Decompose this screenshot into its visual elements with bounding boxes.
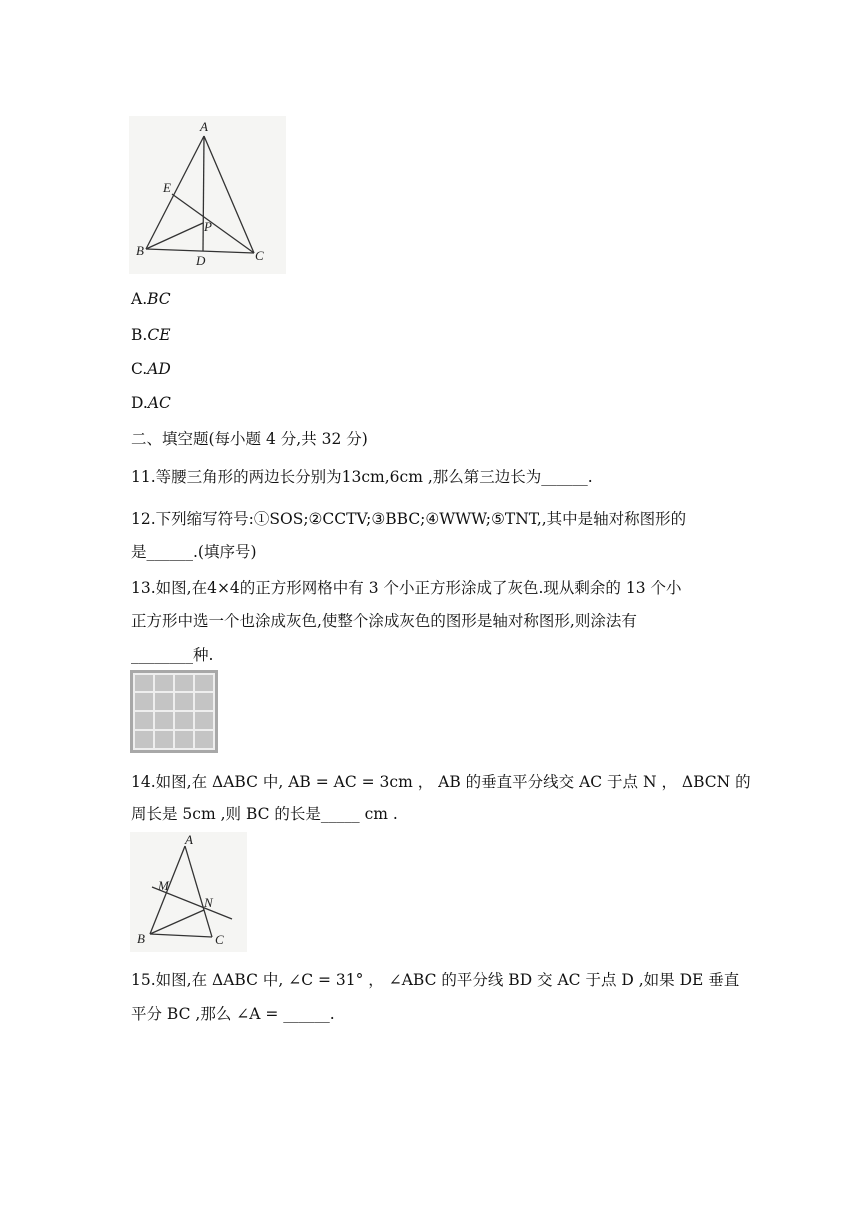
label-B: B bbox=[137, 931, 145, 946]
section-title: 二、填空题(每小题 4 分,共 32 分) bbox=[131, 430, 368, 448]
label-A: A bbox=[185, 832, 193, 847]
triangle-figure-2 bbox=[130, 832, 247, 952]
question-12-line-2: 是______.(填序号) bbox=[131, 543, 257, 561]
option-value: AC bbox=[147, 394, 171, 412]
triangle-diagram-1 bbox=[129, 116, 286, 274]
label-N: N bbox=[204, 895, 213, 910]
grid-figure bbox=[130, 670, 218, 753]
label-A: A bbox=[200, 119, 208, 134]
question-14-line-2: 周长是 5cm ,则 BC 的长是_____ cm . bbox=[131, 805, 398, 823]
option-letter: C. bbox=[131, 360, 148, 378]
question-15-line-2: 平分 BC ,那么 ∠A = ______. bbox=[131, 1005, 335, 1023]
question-13-line-3: ________种. bbox=[131, 646, 214, 664]
option-letter: A. bbox=[131, 290, 148, 308]
option-value: AD bbox=[147, 360, 171, 378]
question-12-line-1: 12.下列缩写符号:①SOS;②CCTV;③BBC;④WWW;⑤TNT,,其中是轴对称图形的 bbox=[131, 510, 687, 528]
label-M: M bbox=[158, 878, 169, 893]
option-letter: B. bbox=[131, 326, 148, 344]
option-d bbox=[131, 394, 171, 412]
triangle-figure-1 bbox=[129, 116, 286, 274]
question-14-line-1: 14.如图,在 ΔABC 中, AB = AC = 3cm ， AB 的垂直平分线交 AC 于点 N ， ΔBCN 的 bbox=[131, 773, 751, 791]
grid-diagram bbox=[130, 670, 218, 753]
option-value: CE bbox=[147, 326, 171, 344]
option-letter: D. bbox=[131, 394, 148, 412]
option-c bbox=[131, 360, 171, 378]
question-11: 11.等腰三角形的两边长分别为13cm,6cm ,那么第三边长为______. bbox=[131, 468, 593, 486]
question-15-line-1: 15.如图,在 ΔABC 中, ∠C = 31° ， ∠ABC 的平分线 BD 交 AC 于点 D ,如果 DE 垂直 bbox=[131, 971, 740, 989]
label-D: D bbox=[196, 253, 206, 268]
triangle-diagram-2 bbox=[130, 832, 247, 952]
label-C: C bbox=[215, 932, 224, 947]
label-E: E bbox=[163, 180, 171, 195]
question-13-line-1: 13.如图,在4×4的正方形网格中有 3 个小正方形涂成了灰色.现从剩余的 13 个小 bbox=[131, 579, 682, 597]
label-B: B bbox=[136, 243, 144, 258]
label-C: C bbox=[255, 248, 264, 263]
option-b bbox=[131, 326, 171, 344]
option-value: BC bbox=[147, 290, 171, 308]
question-13-line-2: 正方形中选一个也涂成灰色,使整个涂成灰色的图形是轴对称图形,则涂法有 bbox=[131, 612, 637, 630]
option-a bbox=[131, 290, 171, 308]
label-P: P bbox=[204, 219, 212, 234]
